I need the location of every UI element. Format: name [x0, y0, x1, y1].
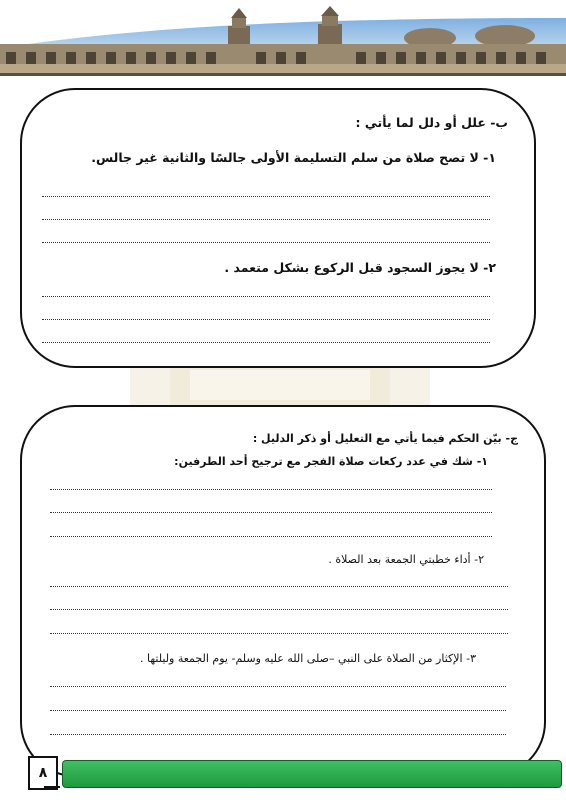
page-number: ٨: [28, 756, 58, 790]
answer-line[interactable]: [42, 319, 490, 320]
answer-line[interactable]: [42, 242, 490, 243]
answer-line[interactable]: [50, 512, 492, 513]
section-b-box: [20, 88, 536, 368]
answer-line[interactable]: [42, 196, 490, 197]
section-b-question-1: ١- لا تصح صلاة من سلم التسليمة الأولى جالسًا والثانية غير جالس.: [91, 150, 496, 165]
mosque-banner-image: [0, 0, 566, 76]
answer-line[interactable]: [42, 296, 490, 297]
answer-line[interactable]: [50, 586, 508, 587]
answer-line[interactable]: [42, 219, 490, 220]
answer-line[interactable]: [50, 536, 492, 537]
answer-line[interactable]: [50, 686, 506, 687]
answer-line[interactable]: [50, 734, 506, 735]
section-c-question-2: ٢- أداء خطبتي الجمعة بعد الصلاة .: [328, 553, 484, 566]
answer-line[interactable]: [50, 489, 492, 490]
section-b-question-2: ٢- لا يجوز السجود قبل الركوع بشكل متعمد .: [224, 260, 496, 275]
page-number-underline: [44, 786, 60, 788]
watermark-ornament: [130, 362, 430, 408]
section-c-question-3: ٣- الإكثار من الصلاة على النبي –صلى الله عليه وسلم- يوم الجمعة وليلتها .: [140, 652, 476, 665]
answer-line[interactable]: [50, 633, 508, 634]
section-c-heading: ج- بيّن الحكم فيما يأتي مع التعليل أو ذكر الدليل :: [252, 432, 518, 445]
footer-bar: [62, 760, 562, 788]
answer-line[interactable]: [50, 710, 506, 711]
answer-line[interactable]: [50, 609, 508, 610]
header-banner: [0, 0, 566, 76]
section-b-heading: ب- علل أو دلل لما يأتي :: [355, 115, 508, 130]
section-c-question-1: ١- شك في عدد ركعات صلاة الفجر مع ترجيح أحد الطرفين:: [174, 455, 488, 468]
answer-line[interactable]: [42, 342, 490, 343]
